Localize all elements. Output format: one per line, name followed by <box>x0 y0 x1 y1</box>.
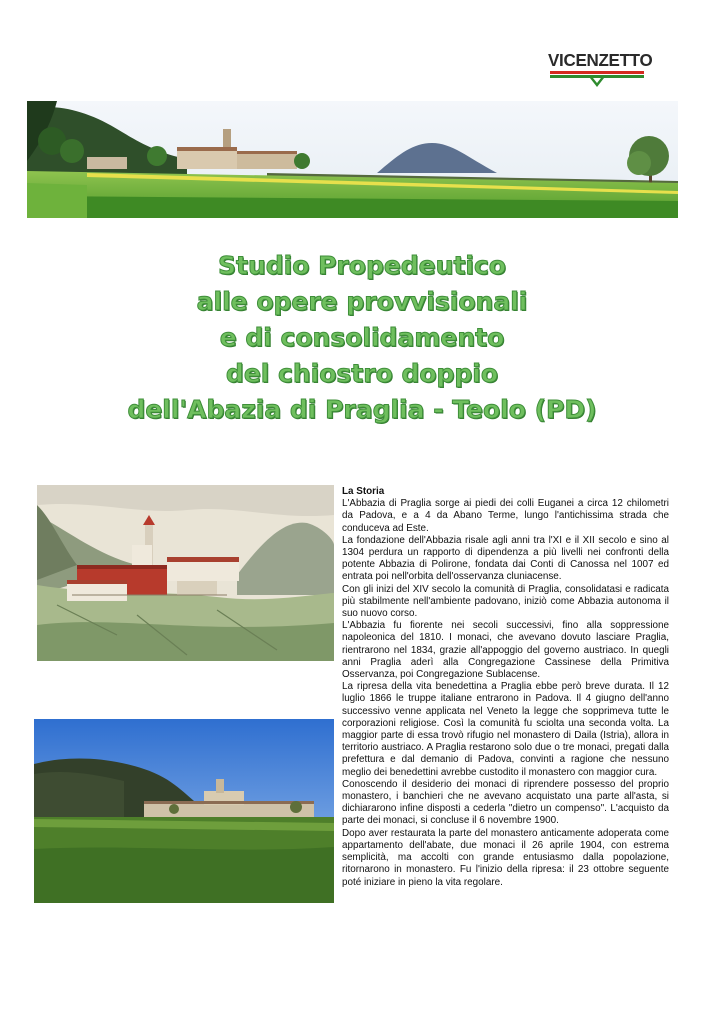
history-paragraph: L'Abbazia fu fiorente nei secoli successivi, fino alla soppressione napoleonica del 1810. I monaci, che avevano dovuto lasciare Praglia, rientrarono nel 1834, grazie all'appoggio del governo austriaco. In quegli anni Praglia aderì alla Congregazione Cassinese della Primitiva Osservanza, poi Congregazione Sublacense. <box>342 620 669 681</box>
company-logo <box>548 50 653 88</box>
document-title <box>60 248 664 428</box>
title-line-3: e di consolidamento <box>219 323 505 352</box>
section-heading: La Storia <box>342 486 385 497</box>
title-line-5: dell'Abazia di Praglia - Teolo (PD) <box>127 395 597 424</box>
history-paragraph: Dopo aver restaurata la parte del monastero anticamente adoperata come appartamento dell'abate, due monaci il 26 aprile 1904, con estrema semplicità, ma accolti con grande entusiasmo dalla popolazione, ritornarono in monastero. Fu l'inizio della ripresa: il 23 ottobre seguente poté iniziare in pieno la vita regolare. <box>342 827 669 888</box>
landscape-photo-icon <box>27 101 678 218</box>
abbey-photo-icon <box>34 719 334 903</box>
logo-stripe-icon <box>548 70 646 88</box>
title-line-4: del chiostro doppio <box>225 359 499 388</box>
history-paragraph: L'Abbazia di Praglia sorge ai piedi dei colli Euganei a circa 12 chilometri da Padova, e a 4 da Abano Terme, lungo l'antichissima strada che conduceva ad Este. <box>342 498 669 534</box>
abbey-painting <box>37 485 334 661</box>
abbey-painting-icon <box>37 485 334 661</box>
title-line-1: Studio Propedeutico <box>218 251 506 280</box>
title-line-2: alle opere provvisionali <box>196 287 528 316</box>
logo-text: VICENZETTO <box>548 50 653 71</box>
history-paragraph: Con gli inizi del XIV secolo la comunità di Praglia, consolidatasi e radicata più stabilmente nell'ambiente padovano, iniziò come Abbazia autonoma il suo nuovo corso. <box>342 583 669 620</box>
history-paragraph: Conoscendo il desiderio dei monaci di riprendere possesso del proprio monastero, i banchieri che ne avevano acquistato una parte all'asta, si dichiararono infine disposti a cederla "dietro un compenso". L'acquisto da parte dei monaci, si concluse il 6 novembre 1900. <box>342 778 669 827</box>
landscape-banner <box>27 101 678 218</box>
abbey-photo <box>34 719 334 903</box>
history-section <box>342 486 669 889</box>
history-paragraph: La ripresa della vita benedettina a Praglia ebbe però breve durata. Il 12 luglio 1866 le truppe italiane entrarono in Padova. Il 4 giugno dell'anno successivo venne applicata nel Veneto la legge che sopprimeva tutte le corporazioni religiose. Così la comunità fu sciolta una seconda volta. La maggior parte di essa trovò rifugio nel monastero di Daila (Istria), allora in territorio austriaco. A Praglia restarono solo due o tre monaci, pregati dalla prefettura e dal demanio di Padova, convinti a ragione che nessuno meglio dei benedettini avrebbe custodito il monastero con maggior cura. <box>342 681 669 778</box>
history-paragraph: La fondazione dell'Abbazia risale agli anni tra l'XI e il XII secolo e sino al 1304 perdura un rapporto di dipendenza a più livelli nei confronti della potente Abbazia di Polirone, fondata dai Conti di Canossa nel 1007 ed entrata poi nell'orbita dell'osservanza cluniacense. <box>342 534 669 583</box>
